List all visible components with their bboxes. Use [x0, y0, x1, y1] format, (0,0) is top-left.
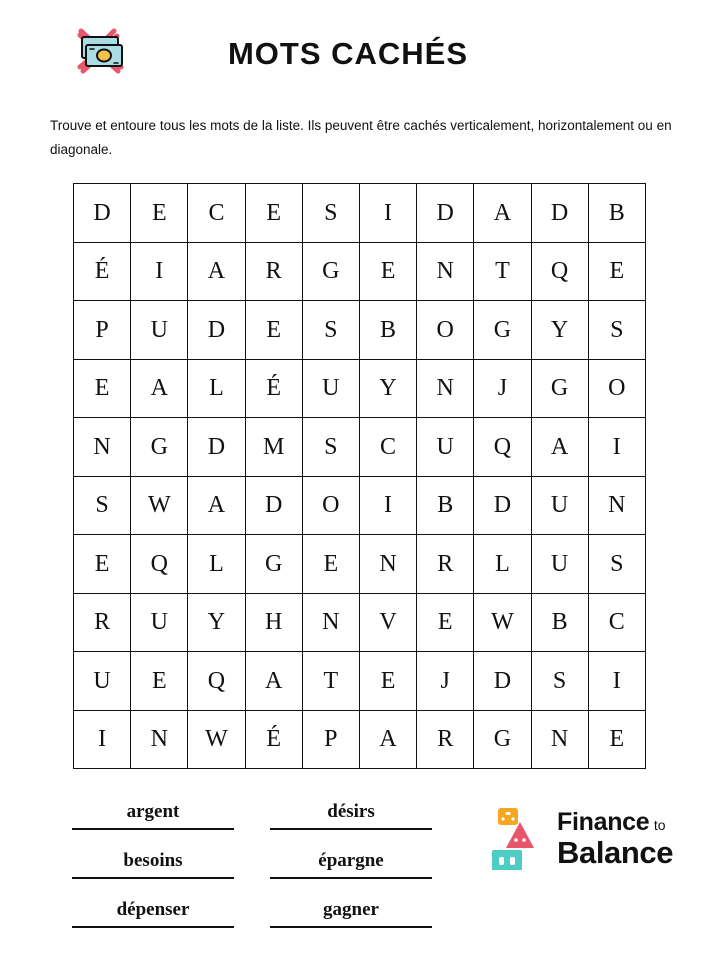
- grid-cell[interactable]: I: [131, 242, 188, 301]
- grid-cell[interactable]: A: [188, 476, 245, 535]
- grid-cell[interactable]: W: [188, 710, 245, 769]
- grid-cell[interactable]: B: [359, 301, 416, 360]
- grid-cell[interactable]: O: [417, 301, 474, 360]
- puzzle-body: [74, 184, 646, 769]
- grid-cell[interactable]: Y: [359, 359, 416, 418]
- page-header: [0, 0, 708, 86]
- grid-cell[interactable]: B: [417, 476, 474, 535]
- grid-cell[interactable]: N: [531, 710, 588, 769]
- grid-cell[interactable]: A: [359, 710, 416, 769]
- grid-cell[interactable]: Y: [188, 593, 245, 652]
- grid-cell[interactable]: D: [74, 184, 131, 243]
- grid-cell[interactable]: I: [588, 652, 645, 711]
- grid-cell[interactable]: D: [474, 476, 531, 535]
- list-item[interactable]: besoins: [72, 844, 234, 879]
- grid-cell[interactable]: A: [188, 242, 245, 301]
- grid-cell[interactable]: E: [74, 359, 131, 418]
- grid-cell[interactable]: Y: [531, 301, 588, 360]
- grid-cell[interactable]: R: [245, 242, 302, 301]
- grid-cell[interactable]: U: [531, 535, 588, 594]
- grid-cell[interactable]: S: [531, 652, 588, 711]
- list-item[interactable]: désirs: [270, 795, 432, 830]
- grid-cell[interactable]: B: [531, 593, 588, 652]
- word-list-column-1: [72, 795, 234, 942]
- brand-word-balance: Balance: [557, 835, 674, 871]
- table-row: [74, 652, 646, 711]
- table-row: [74, 184, 646, 243]
- grid-cell[interactable]: D: [188, 418, 245, 477]
- list-item[interactable]: épargne: [270, 844, 432, 879]
- grid-cell[interactable]: C: [359, 418, 416, 477]
- grid-cell[interactable]: W: [474, 593, 531, 652]
- grid-cell[interactable]: E: [588, 710, 645, 769]
- grid-cell[interactable]: Q: [131, 535, 188, 594]
- grid-cell[interactable]: E: [417, 593, 474, 652]
- grid-cell[interactable]: R: [74, 593, 131, 652]
- grid-cell[interactable]: U: [74, 652, 131, 711]
- grid-cell[interactable]: E: [131, 184, 188, 243]
- grid-cell[interactable]: O: [588, 359, 645, 418]
- grid-cell[interactable]: E: [359, 652, 416, 711]
- grid-cell[interactable]: N: [74, 418, 131, 477]
- brand-line-1: [557, 810, 673, 835]
- grid-cell[interactable]: U: [302, 359, 359, 418]
- grid-cell[interactable]: O: [302, 476, 359, 535]
- brand-logo: [486, 807, 673, 871]
- grid-cell[interactable]: E: [302, 535, 359, 594]
- grid-cell[interactable]: E: [245, 184, 302, 243]
- grid-cell[interactable]: L: [188, 535, 245, 594]
- page-title: MOTS CACHÉS: [227, 36, 469, 71]
- grid-cell[interactable]: R: [417, 535, 474, 594]
- grid-cell[interactable]: L: [474, 535, 531, 594]
- grid-cell[interactable]: S: [302, 184, 359, 243]
- grid-cell[interactable]: G: [531, 359, 588, 418]
- grid-cell[interactable]: N: [417, 359, 474, 418]
- grid-cell[interactable]: L: [188, 359, 245, 418]
- house-and-bank-icon: [486, 807, 548, 871]
- word-search-grid: [73, 183, 635, 769]
- grid-cell[interactable]: N: [302, 593, 359, 652]
- grid-cell[interactable]: N: [417, 242, 474, 301]
- table-row: [74, 593, 646, 652]
- grid-cell[interactable]: G: [474, 301, 531, 360]
- grid-cell[interactable]: E: [588, 242, 645, 301]
- table-row: [74, 710, 646, 769]
- grid-cell[interactable]: D: [417, 184, 474, 243]
- grid-cell[interactable]: E: [131, 652, 188, 711]
- grid-cell[interactable]: J: [417, 652, 474, 711]
- grid-cell[interactable]: C: [188, 184, 245, 243]
- grid-cell[interactable]: S: [302, 418, 359, 477]
- grid-cell[interactable]: V: [359, 593, 416, 652]
- grid-cell[interactable]: E: [359, 242, 416, 301]
- grid-cell[interactable]: C: [588, 593, 645, 652]
- grid-cell[interactable]: I: [359, 476, 416, 535]
- table-row: [74, 535, 646, 594]
- grid-cell[interactable]: N: [359, 535, 416, 594]
- list-item[interactable]: gagner: [270, 893, 432, 928]
- grid-cell[interactable]: G: [131, 418, 188, 477]
- grid-cell[interactable]: A: [131, 359, 188, 418]
- table-row: [74, 359, 646, 418]
- grid-cell[interactable]: B: [588, 184, 645, 243]
- grid-cell[interactable]: A: [531, 418, 588, 477]
- grid-cell[interactable]: J: [474, 359, 531, 418]
- grid-cell[interactable]: A: [245, 652, 302, 711]
- grid-cell[interactable]: Q: [188, 652, 245, 711]
- brand-word-finance: Finance: [557, 808, 650, 837]
- grid-cell[interactable]: A: [474, 184, 531, 243]
- grid-cell[interactable]: R: [417, 710, 474, 769]
- grid-cell[interactable]: E: [245, 301, 302, 360]
- list-item[interactable]: argent: [72, 795, 234, 830]
- grid-cell[interactable]: N: [131, 710, 188, 769]
- grid-cell[interactable]: S: [588, 301, 645, 360]
- grid-cell[interactable]: P: [302, 710, 359, 769]
- grid-cell[interactable]: P: [74, 301, 131, 360]
- grid-cell[interactable]: D: [531, 184, 588, 243]
- puzzle-table: [73, 183, 646, 769]
- instructions-text: Trouve et entoure tous les mots de la liste. Ils peuvent être cachés verticalement, horizontalement ou en diagonale.: [50, 118, 672, 157]
- grid-cell[interactable]: G: [245, 535, 302, 594]
- grid-cell[interactable]: Q: [531, 242, 588, 301]
- table-row: [74, 418, 646, 477]
- table-row: [74, 242, 646, 301]
- grid-cell[interactable]: N: [588, 476, 645, 535]
- grid-cell[interactable]: U: [131, 593, 188, 652]
- table-row: [74, 301, 646, 360]
- grid-cell[interactable]: W: [131, 476, 188, 535]
- brand-text: [557, 808, 674, 871]
- grid-cell[interactable]: I: [588, 418, 645, 477]
- grid-cell[interactable]: D: [188, 301, 245, 360]
- grid-cell[interactable]: H: [245, 593, 302, 652]
- table-row: [74, 476, 646, 535]
- grid-cell[interactable]: D: [474, 652, 531, 711]
- grid-cell[interactable]: G: [302, 242, 359, 301]
- grid-cell[interactable]: U: [131, 301, 188, 360]
- word-list-column-2: [270, 795, 432, 942]
- grid-cell[interactable]: T: [302, 652, 359, 711]
- grid-cell[interactable]: E: [74, 535, 131, 594]
- grid-cell[interactable]: D: [245, 476, 302, 535]
- grid-cell[interactable]: U: [417, 418, 474, 477]
- brand-word-to: to: [653, 817, 666, 834]
- grid-cell[interactable]: U: [531, 476, 588, 535]
- list-item[interactable]: dépenser: [72, 893, 234, 928]
- grid-cell[interactable]: É: [74, 242, 131, 301]
- grid-cell[interactable]: É: [245, 359, 302, 418]
- grid-cell[interactable]: T: [474, 242, 531, 301]
- money-bills-icon: [68, 19, 138, 89]
- grid-cell[interactable]: I: [74, 710, 131, 769]
- grid-cell[interactable]: G: [474, 710, 531, 769]
- grid-cell[interactable]: I: [359, 184, 416, 243]
- footer-area: [0, 795, 708, 942]
- grid-cell[interactable]: Q: [474, 418, 531, 477]
- grid-cell[interactable]: É: [245, 710, 302, 769]
- grid-cell[interactable]: S: [302, 301, 359, 360]
- grid-cell[interactable]: M: [245, 418, 302, 477]
- grid-cell[interactable]: S: [588, 535, 645, 594]
- grid-cell[interactable]: S: [74, 476, 131, 535]
